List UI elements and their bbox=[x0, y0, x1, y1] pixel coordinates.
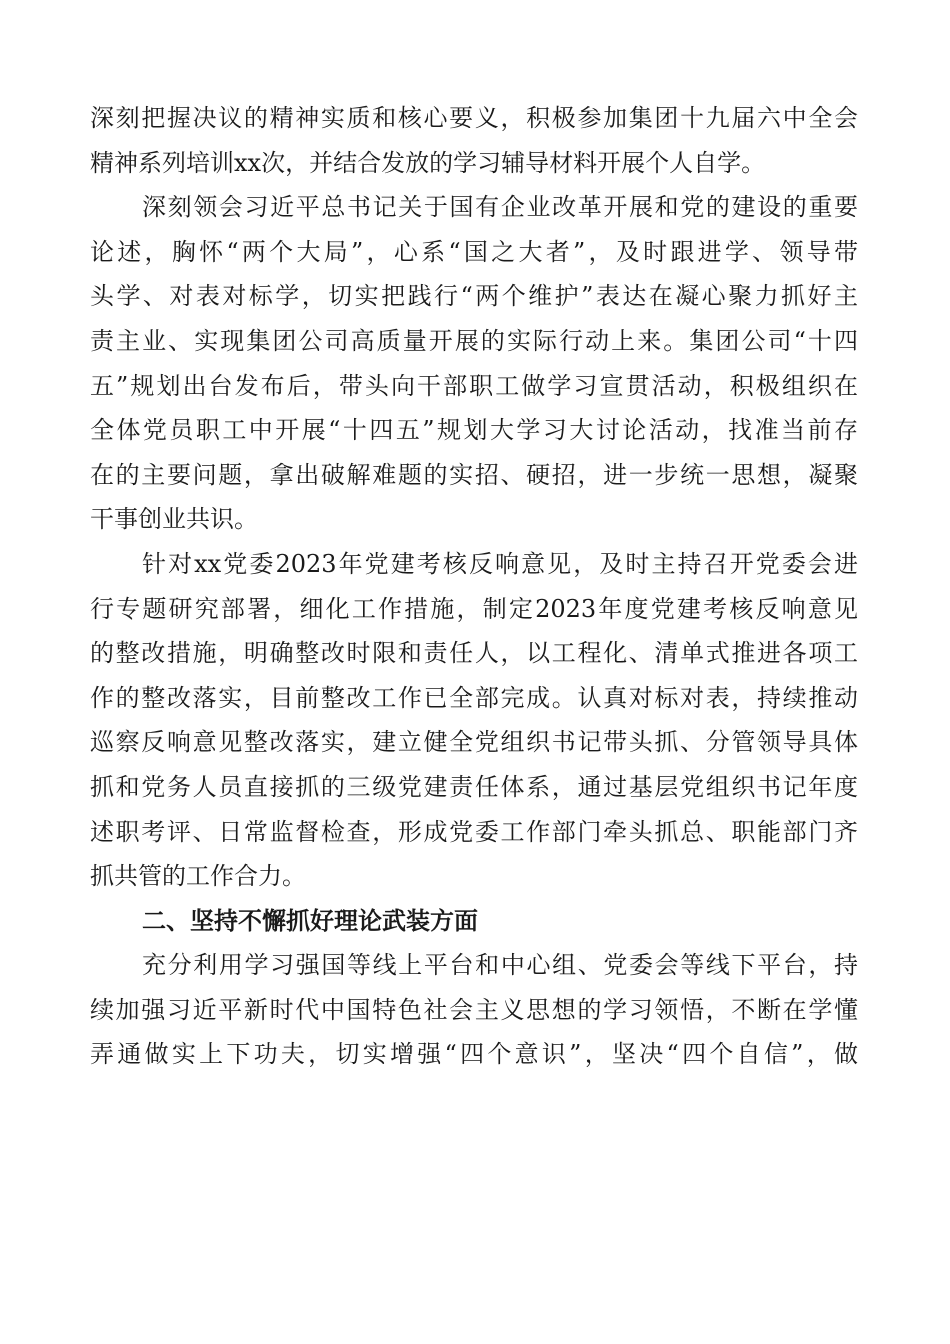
text-line: 在的主要问题，拿出破解难题的实招、硬招，进一步统一思想，凝聚 bbox=[90, 460, 858, 489]
text-line: 责主业、实现集团公司高质量开展的实际行动上来。集团公司“十四 bbox=[90, 326, 858, 355]
text-line: 五”规划出台发布后，带头向干部职工做学习宣贯活动，积极组织在 bbox=[90, 371, 858, 400]
text-line: 弄通做实上下功夫，切实增强“四个意识”，坚决“四个自信”，做 bbox=[90, 1040, 858, 1069]
section-heading: 二、坚持不懈抓好理论武装方面 bbox=[142, 906, 478, 935]
text-line: 深刻领会习近平总书记关于国有企业改革开展和党的建设的重要 bbox=[142, 193, 858, 222]
text-line: 巡察反响意见整改落实，建立健全党组织书记带头抓、分管领导具体 bbox=[90, 728, 858, 757]
paragraph-1 bbox=[90, 96, 858, 185]
text-line: 的整改措施，明确整改时限和责任人，以工程化、清单式推进各项工 bbox=[90, 639, 858, 668]
text-line: 述职考评、日常监督检查，形成党委工作部门牵头抓总、职能部门齐 bbox=[90, 817, 858, 846]
paragraph-2 bbox=[90, 185, 858, 542]
text-line: 作的整改落实，目前整改工作已全部完成。认真对标对表，持续推动 bbox=[90, 683, 858, 712]
text-line: 抓共管的工作合力。 bbox=[90, 862, 306, 891]
text-line: 充分利用学习强国等线上平台和中心组、党委会等线下平台，持 bbox=[142, 951, 858, 980]
paragraph-4 bbox=[90, 943, 858, 1077]
paragraph-3 bbox=[90, 542, 858, 899]
text-line: 干事创业共识。 bbox=[90, 505, 258, 534]
document-page bbox=[90, 96, 858, 1077]
text-line: 精神系列培训xx次，并结合发放的学习辅导材料开展个人自学。 bbox=[90, 148, 766, 177]
text-line: 续加强习近平新时代中国特色社会主义思想的学习领悟，不断在学懂 bbox=[90, 995, 858, 1024]
text-line: 针对xx党委2023年党建考核反响意见，及时主持召开党委会进 bbox=[142, 549, 858, 578]
text-line: 论述，胸怀“两个大局”，心系“国之大者”，及时跟进学、领导带 bbox=[90, 237, 858, 266]
text-line: 深刻把握决议的精神实质和核心要义，积极参加集团十九届六中全会 bbox=[90, 104, 858, 132]
text-line: 全体党员职工中开展“十四五”规划大学习大讨论活动，找准当前存 bbox=[90, 416, 858, 445]
text-line: 头学、对表对标学，切实把践行“两个维护”表达在凝心聚力抓好主 bbox=[90, 282, 858, 311]
text-line: 抓和党务人员直接抓的三级党建责任体系，通过基层党组织书记年度 bbox=[90, 772, 858, 801]
text-line: 行专题研究部署，细化工作措施，制定2023年度党建考核反响意见 bbox=[90, 594, 858, 623]
